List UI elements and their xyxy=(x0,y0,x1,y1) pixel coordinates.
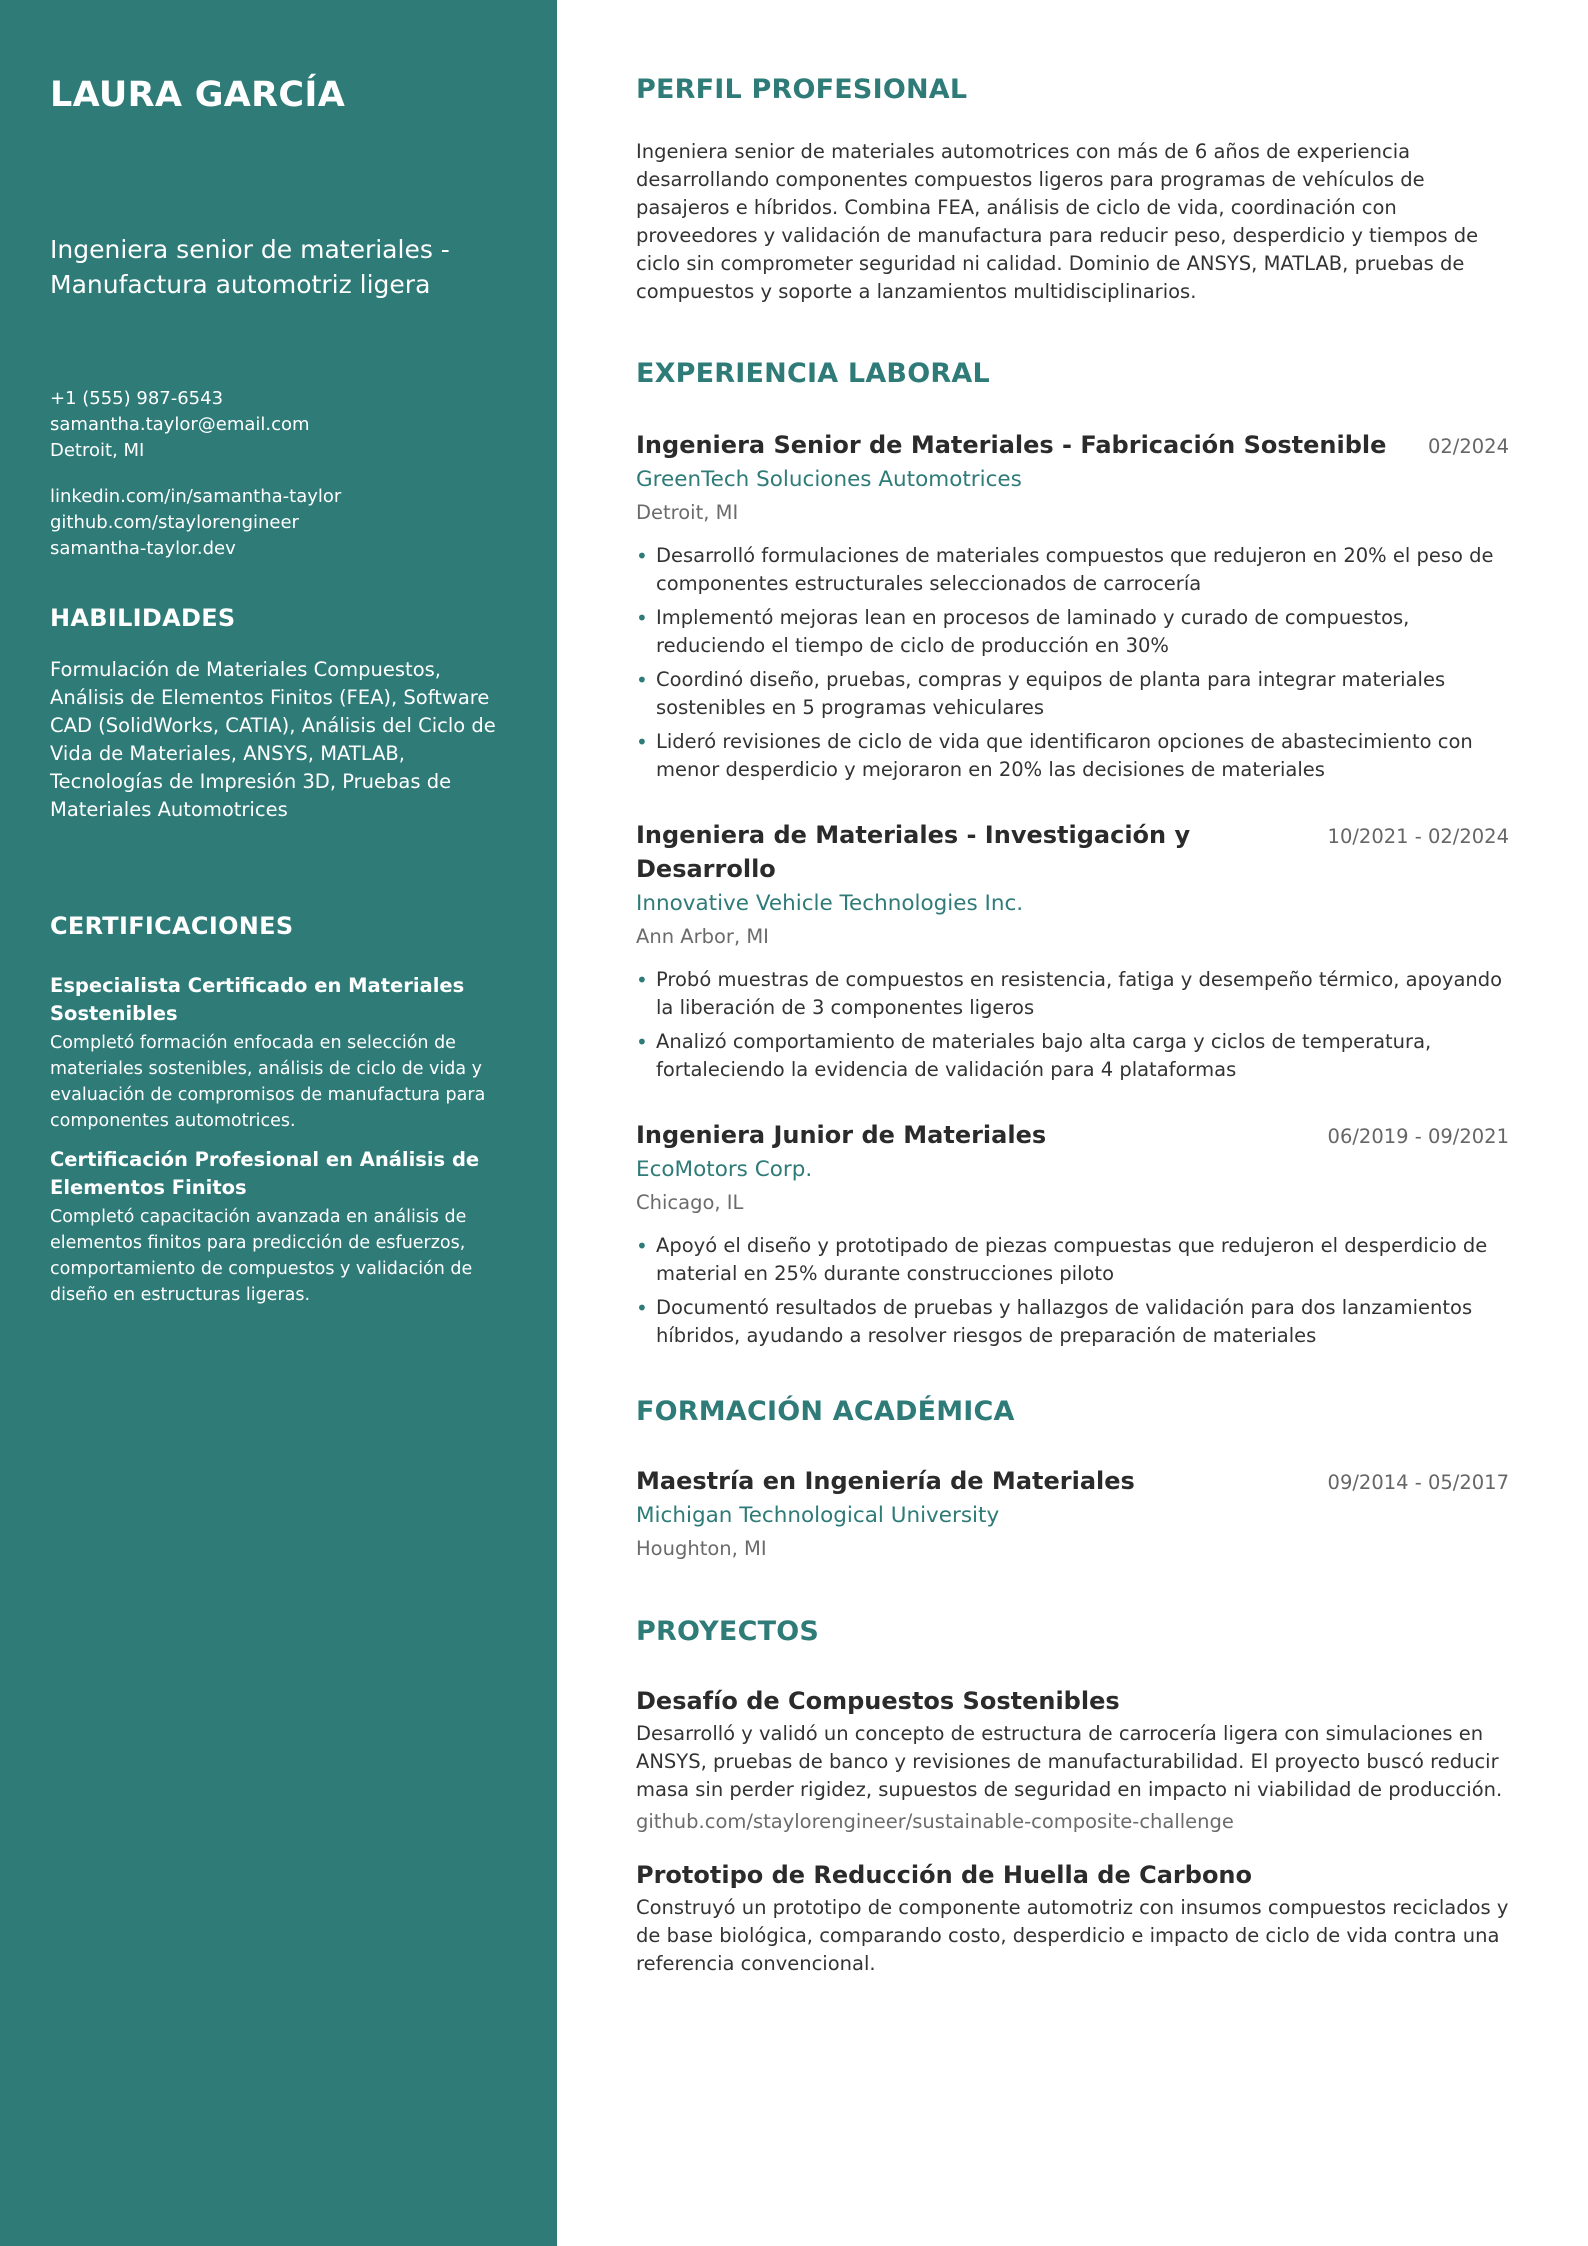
bullet-icon: • xyxy=(636,544,648,568)
bullet-text: Apoyó el diseño y prototipado de piezas compuestas que redujeron el desperdicio de material en 25% durante construcciones piloto xyxy=(656,1234,1488,1285)
bullet-text: Coordinó diseño, pruebas, compras y equipos de planta para integrar materiales sostenibles en 5 programas vehiculares xyxy=(656,668,1446,719)
project-title: Desafío de Compuestos Sostenibles xyxy=(636,1687,1120,1715)
projects-heading: PROYECTOS xyxy=(636,1616,819,1647)
project-description: Construyó un prototipo de componente automotriz con insumos compuestos reciclados y de base biológica, comparando costo, desperdicio e impacto de ciclo de vida contra una referencia convencional. xyxy=(636,1896,1509,1975)
contact-links xyxy=(50,484,507,562)
bullet-icon: • xyxy=(636,1296,648,1320)
bullet-icon: • xyxy=(636,1030,648,1054)
bullet-text: Probó muestras de compuestos en resistencia, fatiga y desempeño térmico, apoyando la liberación de 3 componentes ligeros xyxy=(656,968,1503,1019)
job-location: Detroit, MI xyxy=(636,501,739,524)
bullet-text: Implementó mejoras lean en procesos de laminado y curado de compuestos, reduciendo el tiempo de ciclo de producción en 30% xyxy=(656,606,1410,657)
certifications-heading: CERTIFICACIONES xyxy=(50,912,294,940)
job-company: GreenTech Soluciones Automotrices xyxy=(636,467,1022,492)
contact-details xyxy=(50,386,507,464)
location: Detroit, MI xyxy=(50,440,145,461)
candidate-name: LAURA GARCÍA xyxy=(50,75,346,115)
job-date: 10/2021 - 02/2024 xyxy=(1327,825,1509,848)
certification-item xyxy=(50,1146,507,1308)
education-date: 09/2014 - 05/2017 xyxy=(1327,1471,1509,1494)
bullet-text: Documentó resultados de pruebas y hallazgos de validación para dos lanzamientos híbridos, ayudando a resolver riesgos de preparación de materiales xyxy=(656,1296,1473,1347)
bullet-icon: • xyxy=(636,1234,648,1258)
skills-heading: HABILIDADES xyxy=(50,604,236,632)
job-company: Innovative Vehicle Technologies Inc. xyxy=(636,891,1024,916)
bullet-icon: • xyxy=(636,668,648,692)
school-name: Michigan Technological University xyxy=(636,1503,1000,1528)
bullet-item xyxy=(636,542,1509,598)
bullet-icon: • xyxy=(636,730,648,754)
education-heading: FORMACIÓN ACADÉMICA xyxy=(636,1396,1015,1427)
skills-list: Formulación de Materiales Compuestos, Análisis de Elementos Finitos (FEA), Software CAD (SolidWorks, CATIA), Análisis del Ciclo de Vida de Materiales, ANSYS, MATLAB, Tecnologías de Impresión 3D, Pruebas de Materiales Automotrices xyxy=(50,658,496,821)
project-title: Prototipo de Reducción de Huella de Carbono xyxy=(636,1861,1253,1889)
bullet-item xyxy=(636,728,1509,784)
bullet-item xyxy=(636,666,1509,722)
github-link[interactable]: github.com/staylorengineer xyxy=(50,512,299,533)
bullet-item xyxy=(636,1294,1509,1350)
school-location: Houghton, MI xyxy=(636,1537,767,1560)
project-entry xyxy=(636,1684,1509,1836)
linkedin-link[interactable]: linkedin.com/in/samantha-taylor xyxy=(50,486,342,507)
bullet-icon: • xyxy=(636,968,648,992)
degree-title: Maestría en Ingeniería de Materiales xyxy=(636,1467,1135,1495)
profile-summary: Ingeniera senior de materiales automotrices con más de 6 años de experiencia desarrollando componentes compuestos ligeros para programas de vehículos de pasajeros e híbridos. Combina FEA, análisis de ciclo de vida, coordinación con proveedores y validación de manufactura para reducir peso, desperdicio y tiempos de ciclo sin comprometer seguridad ni calidad. Dominio de ANSYS, MATLAB, pruebas de compuestos y soporte a lanzamientos multidisciplinarios. xyxy=(636,140,1479,303)
project-link[interactable]: github.com/staylorengineer/sustainable-composite-challenge xyxy=(636,1810,1234,1833)
bullet-icon: • xyxy=(636,606,648,630)
certification-title: Certificación Profesional en Análisis de Elementos Finitos xyxy=(50,1148,480,1199)
experience-heading: EXPERIENCIA LABORAL xyxy=(636,358,990,389)
certification-description: Completó formación enfocada en selección de materiales sostenibles, análisis de ciclo de vida y evaluación de compromisos de manufactura para componentes automotrices. xyxy=(50,1033,486,1131)
bullet-text: Lideró revisiones de ciclo de vida que identificaron opciones de abastecimiento con menor desperdicio y mejoraron en 20% las decisiones de materiales xyxy=(656,730,1473,781)
job-date: 06/2019 - 09/2021 xyxy=(1327,1125,1509,1148)
certification-item xyxy=(50,972,507,1134)
project-description: Desarrolló y validó un concepto de estructura de carrocería ligera con simulaciones en ANSYS, pruebas de banco y revisiones de manufacturabilidad. El proyecto buscó reducir masa sin perder rigidez, supuestos de seguridad en impacto ni viabilidad de producción. xyxy=(636,1722,1503,1801)
job-location: Ann Arbor, MI xyxy=(636,925,769,948)
certification-title: Especialista Certificado en Materiales Sostenibles xyxy=(50,974,465,1025)
job-company: EcoMotors Corp. xyxy=(636,1157,813,1182)
job-header xyxy=(636,428,1509,462)
certification-description: Completó capacitación avanzada en análisis de elementos finitos para predicción de esfuerzos, comportamiento de compuestos y validación de diseño en estructuras ligeras. xyxy=(50,1207,473,1305)
job-header xyxy=(636,1118,1509,1152)
job-date: 02/2024 xyxy=(1427,435,1509,458)
project-entry xyxy=(636,1858,1509,1978)
job-entry xyxy=(636,1118,1509,1350)
job-bullets xyxy=(636,1232,1509,1350)
job-entry xyxy=(636,818,1509,1084)
sidebar xyxy=(0,0,557,2246)
job-title: Ingeniera Junior de Materiales xyxy=(636,1121,1047,1149)
main-content xyxy=(557,0,1588,2246)
job-title: Ingeniera Senior de Materiales - Fabricación Sostenible xyxy=(636,431,1387,459)
job-location: Chicago, IL xyxy=(636,1191,744,1214)
bullet-item xyxy=(636,604,1509,660)
bullet-item xyxy=(636,1028,1509,1084)
education-header xyxy=(636,1464,1509,1498)
bullet-item xyxy=(636,966,1509,1022)
job-entry xyxy=(636,428,1509,784)
candidate-role: Ingeniera senior de materiales - Manufactura automotriz ligera xyxy=(50,235,450,299)
email[interactable]: samantha.taylor@email.com xyxy=(50,414,310,435)
contact-info xyxy=(50,386,507,562)
website-link[interactable]: samantha-taylor.dev xyxy=(50,538,236,559)
education-entry xyxy=(636,1464,1509,1564)
phone: +1 (555) 987-6543 xyxy=(50,388,224,409)
job-header xyxy=(636,818,1509,886)
bullet-text: Desarrolló formulaciones de materiales compuestos que redujeron en 20% el peso de componentes estructurales seleccionados de carrocería xyxy=(656,544,1494,595)
profile-heading: PERFIL PROFESIONAL xyxy=(636,74,968,105)
bullet-item xyxy=(636,1232,1509,1288)
job-title: Ingeniera de Materiales - Investigación y Desarrollo xyxy=(636,821,1191,883)
job-bullets xyxy=(636,542,1509,784)
job-bullets xyxy=(636,966,1509,1084)
bullet-text: Analizó comportamiento de materiales bajo alta carga y ciclos de temperatura, fortaleciendo la evidencia de validación para 4 plataformas xyxy=(656,1030,1432,1081)
